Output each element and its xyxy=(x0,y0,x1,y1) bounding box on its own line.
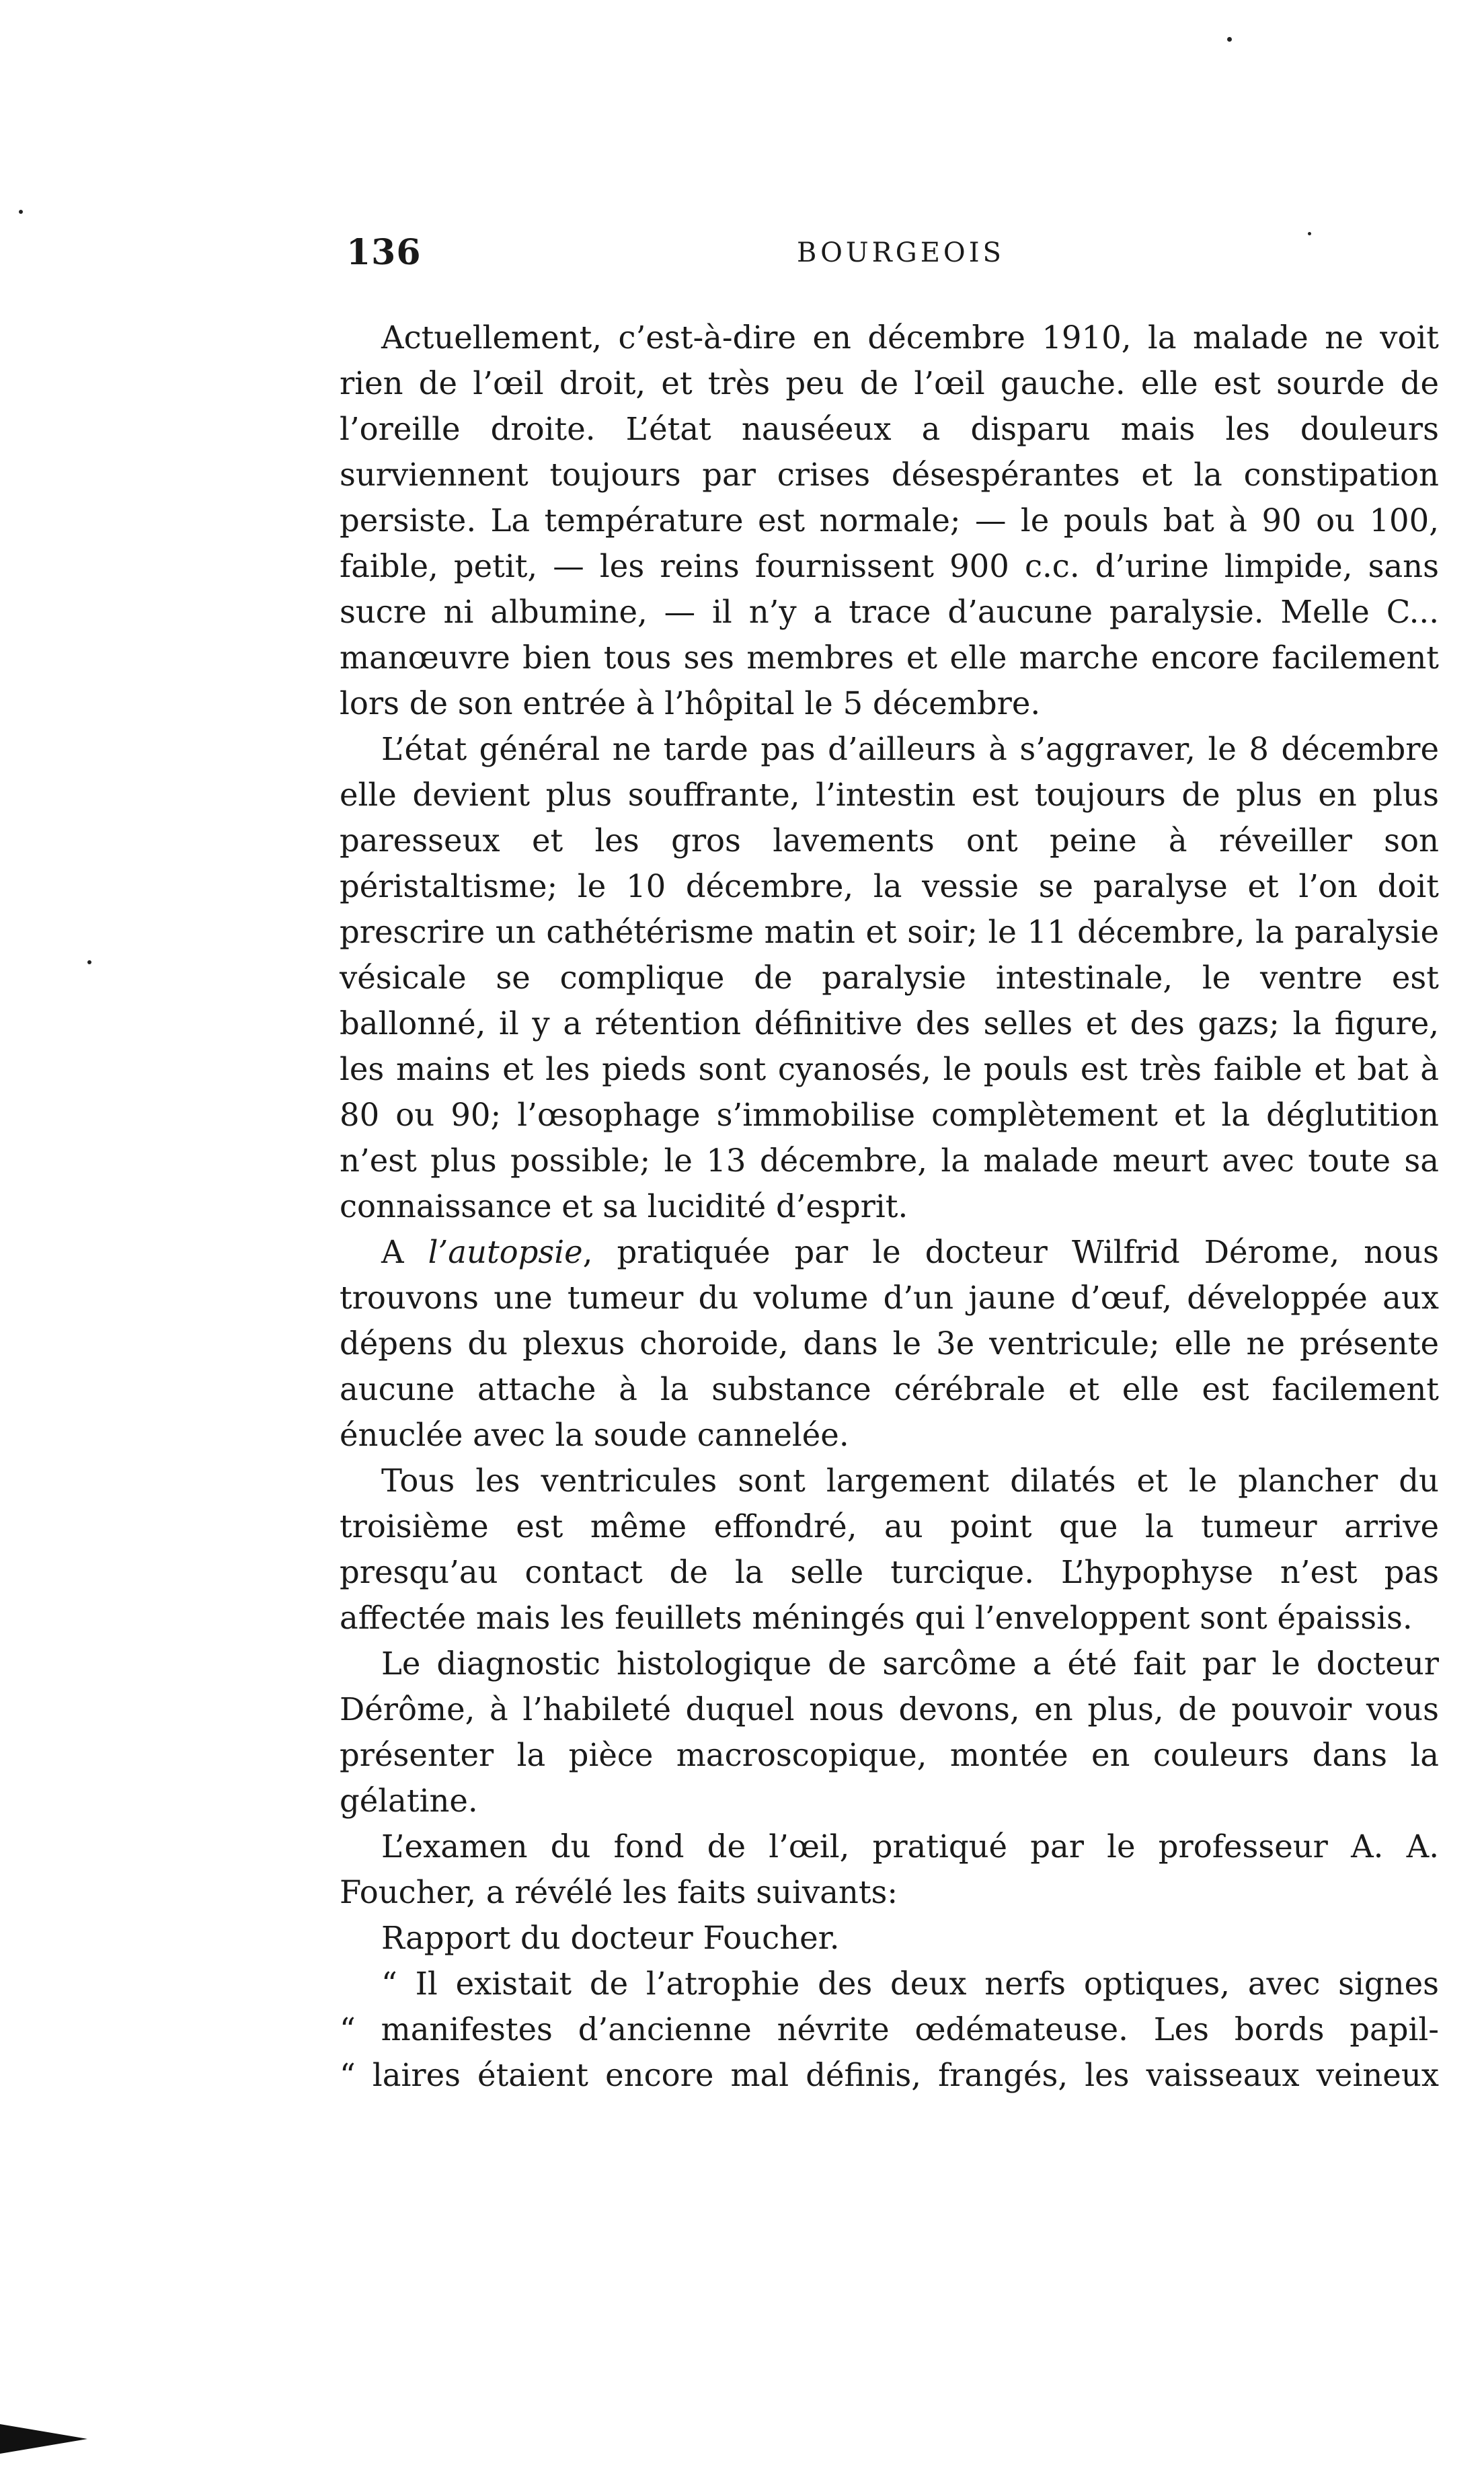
scan-speck xyxy=(19,210,23,214)
paragraph-clinical-course: L’état général ne tarde pas d’ailleurs à s’aggraver, le 8 décembre elle devient plus souffrante, l’intestin est toujours de plus en plus paresseux et les gros lavements ont peine à réveiller son péristaltisme; le 10 décembre, la vessie se paralyse et l’on doit prescrire un cathétérisme matin et soir; le 11 décembre, la paralysie vésicale se complique de paralysie intestinale, le ventre est ballonné, il y a rétention définitive des selles et des gazs; la figure, les mains et les pieds sont cyanosés, le pouls est très faible et bat à 80 ou 90; l’œsophage s’immobilise complètement et la déglutition n’est plus possible; le 13 décembre, la malade meurt avec toute sa connaissance et sa lucidité d’esprit. xyxy=(340,731,1439,1224)
running-head: BOURGEOIS xyxy=(797,237,1005,268)
paragraph-autopsy xyxy=(340,1229,1439,1458)
quote-line-2: “ manifestes d’ancienne névrite œdémateuse. Les bords papil- xyxy=(340,2011,1439,2048)
scan-edge-mark xyxy=(0,2424,87,2454)
paragraph-ventricles: Tous les ventricules sont largement dilatés et le plancher du troisième est même effondré, au point que la tumeur arrive presqu’au contact de la selle turcique. L’hypophyse n’est pas affectée mais les feuillets méningés qui l’enveloppent sont épaissis. xyxy=(340,1463,1439,1636)
quote-line-1: “ Il existait de l’atrophie des deux nerfs optiques, avec signes xyxy=(381,1966,1439,2002)
autopsy-italic-term: l’autopsie xyxy=(428,1234,583,1270)
paragraph-current-state: Actuellement, c’est-à-dire en décembre 1910, la malade ne voit rien de l’œil droit, et très peu de l’œil gauche. elle est sourde de l’oreille droite. L’état nauséeux a disparu mais les douleurs surviennent toujours par crises désespérantes et la constipation persiste. La température est normale; — le pouls bat à 90 ou 100, faible, petit, — les reins fournissent 900 c.c. d’urine limpide, sans sucre ni albumine, — il n’y a trace d’aucune paralysie. Melle C... manœuvre bien tous ses membres et elle marche encore facilement lors de son entrée à l’hôpital le 5 décembre. xyxy=(340,319,1439,722)
paragraph-histology: Le diagnostic histologique de sarcôme a été fait par le docteur Dérôme, à l’habileté duquel nous devons, en plus, de pouvoir vous présenter la pièce macroscopique, montée en couleurs dans la gélatine. xyxy=(340,1645,1439,1819)
page-header xyxy=(346,232,1422,279)
scan-speck xyxy=(1227,37,1232,42)
page-number: 136 xyxy=(346,232,422,273)
quote-line-3: “ laires étaient encore mal définis, frangés, les vaisseaux veineux xyxy=(340,2057,1439,2093)
autopsy-lead: A xyxy=(381,1234,428,1270)
body-text xyxy=(340,315,1439,2098)
paragraph-fundus-exam: L’examen du fond de l’œil, pratiqué par le professeur A. A. Foucher, a révélé les faits suivants: xyxy=(340,1828,1439,1910)
paragraph-report-title: Rapport du docteur Foucher. xyxy=(381,1920,840,1956)
autopsy-rest: , pratiquée par le docteur Wilfrid Dérome, nous trouvons une tumeur du volume d’un jaune d’œuf, développée aux dépens du plexus choroide, dans le 3e ventricule; elle ne présente aucune attache à la substance cérébrale et elle est facilement énuclée avec la soude cannelée. xyxy=(340,1234,1439,1453)
scan-speck xyxy=(87,960,91,964)
